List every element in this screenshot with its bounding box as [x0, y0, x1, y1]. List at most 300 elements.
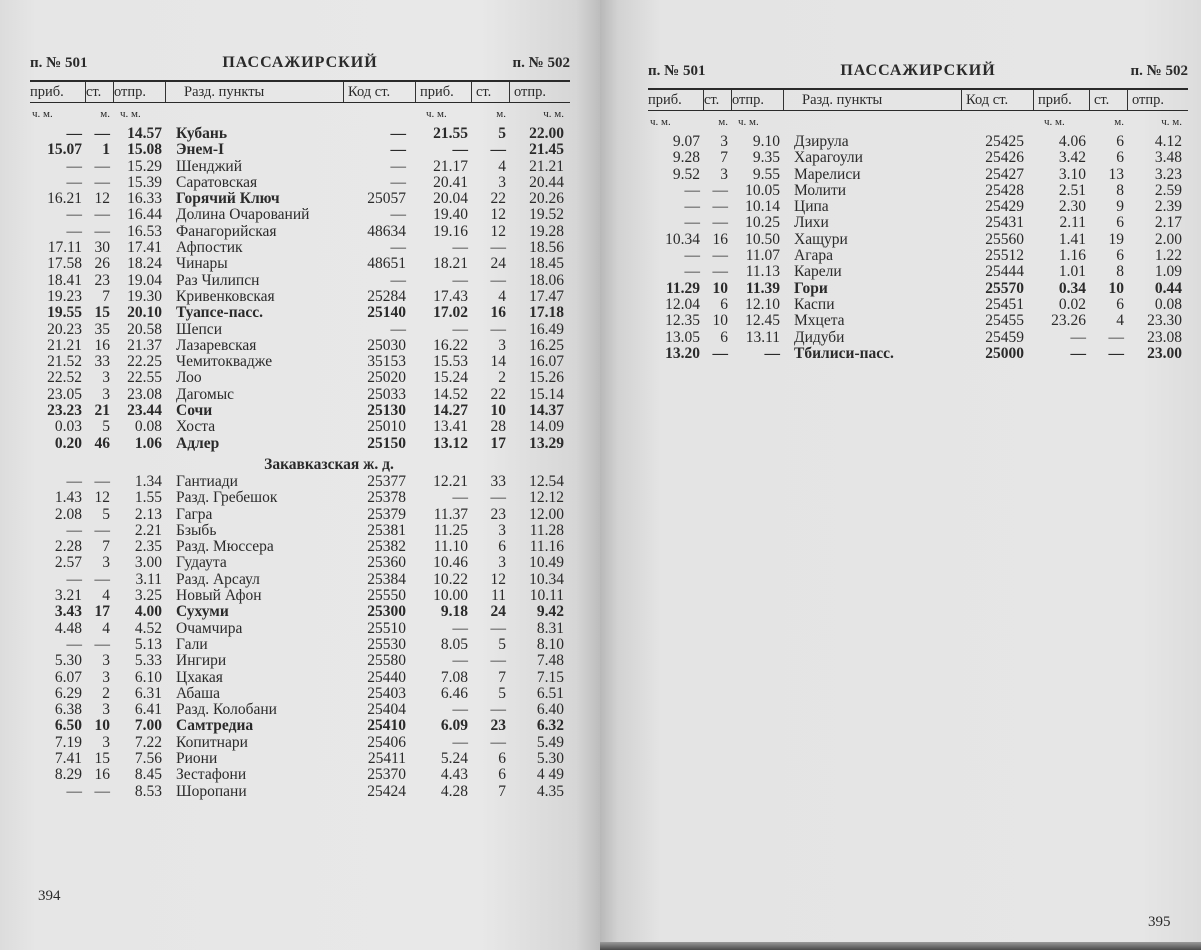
col-arr2: приб. — [416, 82, 472, 102]
return-departure-time: 2.59 — [1154, 181, 1182, 199]
station-code: 25382 — [367, 538, 406, 556]
station-code: 25300 — [367, 603, 406, 621]
col-arr: приб. — [648, 90, 704, 110]
departure-time: 4.52 — [134, 619, 162, 637]
departure-time: 7.22 — [134, 733, 162, 751]
stop-minutes: — — [712, 181, 728, 199]
stop-minutes: — — [94, 521, 110, 539]
col-arr: приб. — [30, 82, 86, 102]
stop-minutes: 3 — [102, 554, 110, 572]
station-name: Каспи — [794, 295, 835, 313]
station-name: Энем-I — [176, 141, 225, 159]
return-departure-time: 3.23 — [1154, 165, 1182, 183]
station-name: Саратовская — [176, 173, 258, 191]
unit-m: м. — [100, 108, 110, 120]
station-name: Разд. Колобани — [176, 701, 277, 719]
return-arrival-time: 6.09 — [440, 717, 468, 735]
stop-minutes: 21 — [94, 402, 110, 420]
station-code: 25130 — [367, 402, 406, 420]
return-arrival-time: 1.16 — [1058, 247, 1086, 265]
return-arrival-time: 19.40 — [433, 206, 468, 224]
return-departure-time: 14.09 — [529, 418, 564, 436]
return-stop-minutes: 6 — [1116, 133, 1124, 150]
stop-minutes: 10 — [712, 312, 728, 330]
station-code: 25403 — [367, 684, 406, 702]
arrival-time: 1.43 — [54, 489, 82, 507]
station-name: Гудаута — [176, 554, 227, 572]
arrival-time: 11.29 — [665, 279, 700, 297]
return-departure-time: 6.51 — [536, 684, 564, 702]
departure-time: 10.50 — [745, 230, 780, 248]
station-name: Шоропани — [176, 782, 247, 800]
stop-minutes: 3 — [102, 701, 110, 719]
station-name: Ципа — [794, 198, 829, 216]
station-code: 25377 — [367, 472, 406, 490]
arrival-time: — — [684, 214, 700, 232]
return-arrival-time: — — [452, 141, 468, 159]
arrival-time: 8.29 — [54, 766, 82, 784]
departure-time: 9.10 — [752, 133, 780, 150]
return-departure-time: 23.00 — [1147, 344, 1182, 362]
stop-minutes: 12 — [94, 190, 110, 208]
col-points: Разд. пункты — [166, 82, 344, 102]
station-name: Риони — [176, 749, 218, 767]
unit-blank — [962, 111, 1034, 131]
departure-time: 16.53 — [127, 222, 162, 240]
return-stop-minutes: 16 — [490, 304, 506, 322]
return-arrival-time: 13.12 — [433, 434, 468, 452]
return-arrival-time: — — [452, 271, 468, 289]
station-name: Гагра — [176, 505, 213, 523]
page-number: 395 — [1148, 914, 1171, 930]
return-departure-time: 16.49 — [529, 320, 564, 338]
return-departure-time: 14.37 — [529, 402, 564, 420]
return-departure-time: 6.32 — [536, 717, 564, 735]
arrival-time: 12.04 — [665, 295, 700, 313]
return-stop-minutes: 8 — [1116, 181, 1124, 199]
station-name: Разд. Гребешок — [176, 489, 278, 507]
departure-time: 18.24 — [127, 255, 162, 273]
return-departure-time: 12.00 — [529, 505, 564, 523]
return-departure-time: 22.00 — [529, 125, 564, 142]
stop-minutes: 4 — [102, 619, 110, 637]
return-stop-minutes: 12 — [490, 570, 506, 588]
departure-time: 8.45 — [134, 766, 162, 784]
station-code: 25057 — [367, 190, 406, 208]
station-name: Фанагорийская — [176, 222, 277, 240]
return-departure-time: 15.26 — [529, 369, 564, 387]
station-name: Молити — [794, 181, 847, 199]
stop-minutes: — — [712, 247, 728, 265]
station-list — [648, 134, 1188, 362]
train-number-left: п. № 501 — [648, 63, 706, 79]
return-departure-time: 0.08 — [1154, 295, 1182, 313]
arrival-time: 9.28 — [672, 149, 700, 167]
return-departure-time: 8.10 — [536, 635, 564, 653]
arrival-time: 23.23 — [47, 402, 82, 420]
return-arrival-time: — — [452, 733, 468, 751]
return-stop-minutes: 4 — [1116, 312, 1124, 330]
stop-minutes: — — [712, 263, 728, 281]
page-number: 394 — [38, 888, 61, 904]
departure-time: 10.14 — [745, 198, 780, 216]
arrival-time: 9.52 — [672, 165, 700, 183]
station-name: Шепси — [176, 320, 222, 338]
return-arrival-time: 14.52 — [433, 385, 468, 403]
return-stop-minutes: 24 — [490, 255, 506, 273]
departure-time: 1.55 — [134, 489, 162, 507]
arrival-time: 15.07 — [47, 141, 82, 159]
return-stop-minutes: 7 — [498, 782, 506, 800]
return-departure-time: 21.21 — [529, 157, 564, 175]
left-page — [0, 0, 600, 950]
arrival-time: — — [66, 222, 82, 240]
return-stop-minutes: 5 — [498, 684, 506, 702]
departure-time: 15.39 — [127, 173, 162, 191]
arrival-time: 22.52 — [47, 369, 82, 387]
return-departure-time: 0.44 — [1154, 279, 1182, 297]
return-arrival-time: 18.21 — [433, 255, 468, 273]
station-name: Хащури — [794, 230, 848, 248]
station-name: Афпостик — [176, 239, 243, 257]
column-headers — [30, 82, 570, 102]
departure-time: 12.10 — [745, 295, 780, 313]
return-departure-time: 18.45 — [529, 255, 564, 273]
return-arrival-time: 10.00 — [433, 587, 468, 605]
return-arrival-time: 10.22 — [433, 570, 468, 588]
departure-time: 10.05 — [745, 181, 780, 199]
return-stop-minutes: — — [1108, 328, 1124, 346]
return-arrival-time: 23.26 — [1051, 312, 1086, 330]
return-departure-time: 20.44 — [529, 173, 564, 191]
station-name: Горячий Ключ — [176, 190, 280, 208]
stop-minutes: — — [94, 206, 110, 224]
departure-time: 9.55 — [752, 165, 780, 183]
railway-section-title: Закавказская ж. д. — [264, 455, 394, 473]
station-code: 25410 — [367, 717, 406, 735]
station-code: 25000 — [985, 344, 1024, 362]
return-arrival-time: 14.27 — [433, 402, 468, 420]
return-departure-time: 18.56 — [529, 239, 564, 257]
stop-minutes: 1 — [102, 141, 110, 159]
departure-time: 14.57 — [127, 125, 162, 142]
return-arrival-time: 20.04 — [433, 190, 468, 208]
arrival-time: 19.23 — [47, 287, 82, 305]
station-name: Кубань — [176, 125, 228, 142]
return-arrival-time: 11.25 — [433, 521, 468, 539]
stop-minutes: 3 — [720, 133, 728, 150]
col-stop: ст. — [704, 90, 732, 110]
stop-minutes: — — [94, 472, 110, 490]
stop-minutes: — — [94, 173, 110, 191]
station-code: 25455 — [985, 312, 1024, 330]
station-name: Сочи — [176, 402, 213, 420]
station-name: Марелиси — [794, 165, 861, 183]
return-stop-minutes: 3 — [498, 336, 506, 354]
return-arrival-time: 4.43 — [440, 766, 468, 784]
return-arrival-time: — — [452, 652, 468, 670]
return-stop-minutes: 11 — [491, 587, 506, 605]
arrival-time: 17.58 — [47, 255, 82, 273]
stop-minutes: — — [94, 782, 110, 800]
departure-time: 15.08 — [127, 141, 162, 159]
return-departure-time: 10.11 — [529, 587, 564, 605]
station-list-a — [30, 126, 570, 452]
station-name: Зестафони — [176, 766, 247, 784]
station-code: — — [390, 320, 406, 338]
return-stop-minutes: 6 — [498, 766, 506, 784]
station-code: 25378 — [367, 489, 406, 507]
station-code: 25570 — [985, 279, 1024, 297]
arrival-time: 7.41 — [54, 749, 82, 767]
return-stop-minutes: 4 — [498, 157, 506, 175]
return-arrival-time: 12.21 — [433, 472, 468, 490]
return-stop-minutes: 5 — [498, 125, 506, 142]
return-stop-minutes: 23 — [490, 717, 506, 735]
arrival-time: 7.19 — [54, 733, 82, 751]
station-name: Абаша — [176, 684, 220, 702]
arrival-time: 9.07 — [672, 133, 700, 150]
station-code: 35153 — [367, 353, 406, 371]
units-row — [30, 103, 570, 123]
return-arrival-time: 21.55 — [433, 125, 468, 142]
stop-minutes: 16 — [94, 766, 110, 784]
station-code: 48634 — [367, 222, 406, 240]
station-name: Мхцета — [794, 312, 845, 330]
unit-hm: ч. м. — [120, 108, 141, 120]
return-stop-minutes: 14 — [490, 353, 506, 371]
station-name: Кривенковская — [176, 287, 275, 305]
stop-minutes: — — [712, 198, 728, 216]
departure-time: 3.11 — [135, 570, 162, 588]
return-arrival-time: 1.01 — [1058, 263, 1086, 281]
return-stop-minutes: 10 — [490, 402, 506, 420]
station-code: — — [390, 125, 406, 142]
arrival-time: 2.08 — [54, 505, 82, 523]
station-name: Копитнари — [176, 733, 248, 751]
station-name: Очамчира — [176, 619, 243, 637]
departure-time: 7.56 — [134, 749, 162, 767]
return-arrival-time: 0.02 — [1058, 295, 1086, 313]
return-arrival-time: 5.24 — [440, 749, 468, 767]
timetable-left — [30, 54, 570, 800]
station-code: 25140 — [367, 304, 406, 322]
station-code: 25370 — [367, 766, 406, 784]
col-code: Код ст. — [344, 82, 416, 102]
return-stop-minutes: 5 — [498, 635, 506, 653]
station-code: 25429 — [985, 198, 1024, 216]
station-code: 25510 — [367, 619, 406, 637]
arrival-time: — — [66, 570, 82, 588]
return-stop-minutes: 9 — [1116, 198, 1124, 216]
stop-minutes: — — [712, 214, 728, 232]
return-departure-time: 2.17 — [1154, 214, 1182, 232]
departure-time: 8.53 — [134, 782, 162, 800]
arrival-time: — — [684, 181, 700, 199]
return-stop-minutes: 23 — [490, 505, 506, 523]
arrival-time: — — [66, 782, 82, 800]
train-number-right: п. № 502 — [1130, 63, 1188, 79]
station-name: Долина Очарований — [176, 206, 310, 224]
return-departure-time: 6.40 — [536, 701, 564, 719]
arrival-time: 6.29 — [54, 684, 82, 702]
return-arrival-time: 17.02 — [433, 304, 468, 322]
departure-time: 13.11 — [745, 328, 780, 346]
station-code: 25404 — [367, 701, 406, 719]
departure-time: 21.37 — [127, 336, 162, 354]
departure-time: — — [764, 344, 780, 362]
unit-hm: ч. м. — [543, 108, 564, 120]
stop-minutes: 26 — [94, 255, 110, 273]
departure-time: 11.13 — [745, 263, 780, 281]
station-name: Цхакая — [176, 668, 223, 686]
return-arrival-time: 15.53 — [433, 353, 468, 371]
arrival-time: 19.55 — [47, 304, 82, 322]
station-code: 25428 — [985, 181, 1024, 199]
stop-minutes: 46 — [94, 434, 110, 452]
arrival-time: 0.20 — [54, 434, 82, 452]
return-stop-minutes: 6 — [498, 538, 506, 556]
return-departure-time: 12.12 — [529, 489, 564, 507]
station-code: 25381 — [367, 521, 406, 539]
return-arrival-time: 15.24 — [433, 369, 468, 387]
station-name: Лазаревская — [176, 336, 257, 354]
return-departure-time: 23.30 — [1147, 312, 1182, 330]
arrival-time: 21.21 — [47, 336, 82, 354]
stop-minutes: — — [94, 157, 110, 175]
departure-time: 16.44 — [127, 206, 162, 224]
departure-time: 20.58 — [127, 320, 162, 338]
return-stop-minutes: 13 — [1108, 165, 1124, 183]
arrival-time: 23.05 — [47, 385, 82, 403]
stop-minutes: 7 — [720, 149, 728, 167]
stop-minutes: 35 — [94, 320, 110, 338]
stop-minutes: 3 — [102, 369, 110, 387]
stop-minutes: 12 — [94, 489, 110, 507]
col-dep: отпр. — [732, 90, 784, 110]
station-name: Шенджий — [176, 157, 242, 175]
station-name: Хоста — [176, 418, 216, 436]
train-type-title: ПАССАЖИРСКИЙ — [222, 54, 378, 71]
col-dep2: отпр. — [514, 84, 547, 100]
stop-minutes: 16 — [712, 230, 728, 248]
station-code: 25550 — [367, 587, 406, 605]
col-arr2: приб. — [1034, 90, 1090, 110]
station-code: — — [390, 271, 406, 289]
stop-minutes: 6 — [720, 328, 728, 346]
stop-minutes: 2 — [102, 684, 110, 702]
return-departure-time: 1.09 — [1154, 263, 1182, 281]
station-name: Тбилиси-пасс. — [794, 344, 894, 362]
arrival-time: 0.03 — [54, 418, 82, 436]
return-departure-time: 18.06 — [529, 271, 564, 289]
col-points: Разд. пункты — [784, 90, 962, 110]
stop-minutes: 30 — [94, 239, 110, 257]
return-arrival-time: 17.43 — [433, 287, 468, 305]
return-stop-minutes: 6 — [1116, 214, 1124, 232]
return-departure-time: 9.42 — [536, 603, 564, 621]
return-stop-minutes: — — [490, 239, 506, 257]
station-code: — — [390, 157, 406, 175]
station-name: Лихи — [794, 214, 829, 232]
return-arrival-time: — — [452, 701, 468, 719]
arrival-time: — — [66, 635, 82, 653]
station-code: 25444 — [985, 263, 1024, 281]
return-stop-minutes: 6 — [1116, 295, 1124, 313]
column-headers — [648, 90, 1188, 110]
return-stop-minutes: 3 — [498, 521, 506, 539]
arrival-time: — — [66, 157, 82, 175]
return-departure-time: 4 49 — [536, 766, 564, 784]
stop-minutes: 15 — [94, 304, 110, 322]
departure-time: 23.08 — [127, 385, 162, 403]
arrival-time: 17.11 — [47, 239, 82, 257]
stop-minutes: 4 — [102, 587, 110, 605]
return-departure-time: 19.28 — [529, 222, 564, 240]
return-stop-minutes: — — [490, 489, 506, 507]
return-stop-minutes: 8 — [1116, 263, 1124, 281]
station-code: 25431 — [985, 214, 1024, 232]
return-arrival-time: 6.46 — [440, 684, 468, 702]
return-arrival-time: 16.22 — [433, 336, 468, 354]
return-arrival-time: 13.41 — [433, 418, 468, 436]
stop-minutes: 3 — [102, 385, 110, 403]
arrival-time: 10.34 — [665, 230, 700, 248]
arrival-time: 12.35 — [665, 312, 700, 330]
arrival-time: 6.38 — [54, 701, 82, 719]
return-stop-minutes: 12 — [490, 222, 506, 240]
return-stop-minutes: 10 — [1108, 279, 1124, 297]
return-stop-minutes: 19 — [1108, 230, 1124, 248]
col-stop: ст. — [86, 82, 114, 102]
arrival-time: — — [684, 263, 700, 281]
stop-minutes: 3 — [102, 652, 110, 670]
arrival-time: 6.50 — [54, 717, 82, 735]
train-header — [648, 62, 1188, 86]
return-stop-minutes: 24 — [490, 603, 506, 621]
train-type-title: ПАССАЖИРСКИЙ — [840, 62, 996, 79]
departure-time: 19.04 — [127, 271, 162, 289]
units-row — [648, 111, 1188, 131]
arrival-time: — — [66, 125, 82, 142]
departure-time: 22.55 — [127, 369, 162, 387]
station-code: — — [390, 239, 406, 257]
unit-blank — [784, 111, 962, 131]
return-arrival-time: 20.41 — [433, 173, 468, 191]
train-header — [30, 54, 570, 78]
return-departure-time: 10.34 — [529, 570, 564, 588]
station-code: 25560 — [985, 230, 1024, 248]
station-code: 25451 — [985, 295, 1024, 313]
departure-time: 5.33 — [134, 652, 162, 670]
departure-time: 7.00 — [134, 717, 162, 735]
arrival-time: 3.21 — [54, 587, 82, 605]
station-code: 25033 — [367, 385, 406, 403]
station-code: 25020 — [367, 369, 406, 387]
stop-minutes: 3 — [720, 165, 728, 183]
return-stop-minutes: 12 — [490, 206, 506, 224]
return-stop-minutes: — — [490, 320, 506, 338]
station-code: 25360 — [367, 554, 406, 572]
stop-minutes: 6 — [720, 295, 728, 313]
station-code: 25424 — [367, 782, 406, 800]
station-code: 25379 — [367, 505, 406, 523]
station-name: Разд. Мюссера — [176, 538, 274, 556]
unit-hm: ч. м. — [1044, 116, 1065, 128]
stop-minutes: 10 — [712, 279, 728, 297]
arrival-time: 2.57 — [54, 554, 82, 572]
return-arrival-time: 2.51 — [1058, 181, 1086, 199]
